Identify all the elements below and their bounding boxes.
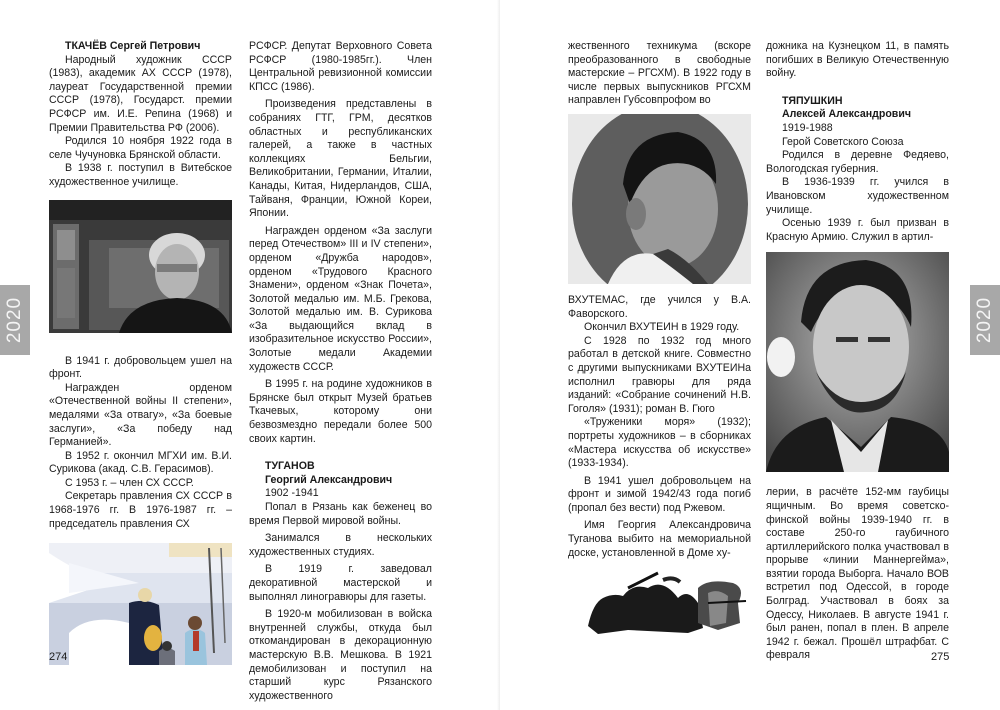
- right-column-2: [766, 40, 949, 663]
- bio-paragraph: С 1928 по 1932 год много работал в детской книге. Совместно с другими выпускниками ВХУТЕИНа исполнил гравюры для ряда изданий: «Собрание сочинений Н.В. Гоголя» (1931); роман В. Гюго: [568, 334, 751, 415]
- bio-paragraph: В 1941 ушел добровольцем на фронт и зимой 1942/43 года погиб (пропал без вести) под Ржевом.: [568, 474, 751, 514]
- bio-paragraph: Попал в Рязань как беженец во время Первой мировой войны.: [249, 501, 432, 527]
- bio-paragraph: Награжден орденом «За заслуги перед Отечеством» III и IV степени», орденом «Дружба народов», орденом «Трудового Красного Знамени», орденом «Знак Почета», Золотой медалью им. М.Б. Грекова, Золотой медалью им. В. Сурикова «За выдающийся вклад в изобразительное искусство России», Золотые медали Академии художеств СССР.: [249, 224, 432, 373]
- bio-paragraph: В 1995 г. на родине художников в Брянске был открыт Музей братьев Ткачевых, которому они безвозмездно передали более 500 своих картин.: [249, 378, 432, 445]
- year-tab-label: 2020: [4, 296, 25, 344]
- painting-winter-image: [49, 543, 232, 665]
- artist-heading-tuganov-name: Георгий Александрович: [265, 473, 393, 486]
- right-column-1: [568, 40, 751, 648]
- bio-paragraph: Окончил ВХУТЕИН в 1929 году.: [584, 321, 740, 334]
- bio-paragraph: В 1936-1939 гг. учился в Ивановском художественном училище.: [766, 176, 949, 216]
- left-column-1: [49, 40, 232, 675]
- portrait-photo-tkachev: [49, 200, 232, 333]
- bio-paragraph: РСФСР. Депутат Верховного Совета РСФСР (1980-1985гг.). Член Центральной ревизионной комиссии КПСС (1986).: [249, 40, 432, 93]
- artist-years: 1919-1988: [782, 121, 833, 134]
- bio-paragraph: ВХУТЕМАС, где учился у В.А. Фаворского.: [568, 293, 751, 320]
- year-tab-right: [970, 285, 1000, 355]
- artist-title: Герой Советского Союза: [782, 135, 904, 148]
- bio-paragraph: Занимался в нескольких художественных студиях.: [249, 532, 432, 558]
- artist-years: 1902 -1941: [265, 487, 319, 500]
- bio-paragraph: Произведения представлены в собраниях ГТГ, ГРМ, десятков областных и республиканских галерей, а также в частных коллекциях Бельгии, Великобритании, Германии, Италии, Канады, Китая, Нидерландов, США, Тайваня, Франции, Южной Кореи, Японии.: [249, 98, 432, 220]
- bio-paragraph: лерии, в расчёте 152-мм гаубицы ящичным. Во время советско-финской войны 1939-1940 гг. в составе 250-го гаубичного артиллерийского полка участвовал в прорыве «линии Маннергейма», взятии города Выборга. Начало ВОВ встретил под Одессой, в городе Болград. Участвовал в боях за Одессу, Николаев. В августе 1941 г. был ранен, попал в плен. В апреле 1942 г. бежал. Прошёл штрафбат. С февраля: [766, 486, 949, 662]
- bio-paragraph: В 1920-м мобилизован в войска внутренней службы, откуда был откомандирован в декорационную мастерскую В.В. Мешкова. В 1921 демобилизован и поступил на старший курс Рязанского художественного: [249, 608, 432, 702]
- portrait-photo-tyapushkin: [766, 252, 949, 472]
- bio-paragraph: дожника на Кузнецком 11, в память погибших в Великую Отечественную войну.: [766, 40, 949, 80]
- bio-paragraph: С 1953 г. – член СХ СССР.: [65, 476, 194, 489]
- page-number-right: 275: [931, 651, 950, 663]
- bio-paragraph: В 1919 г. заведовал декоративной мастерской и выполнял линогравюры для газеты.: [249, 563, 432, 603]
- artist-heading-tkachev: ТКАЧЁВ Сергей Петрович: [65, 40, 201, 52]
- bio-paragraph: Секретарь правления СХ СССР в 1968-1976 гг. В 1976-1987 гг. – председатель правления СХ: [49, 490, 232, 530]
- bio-paragraph: Награжден орденом «Отечественной войны II степени», медалями «За отвагу», «За боевые заслуги», «За победу над Германией».: [49, 381, 232, 449]
- bio-paragraph: В 1938 г. поступил в Витебское художественное училище.: [49, 162, 232, 188]
- page-number-left: 274: [49, 651, 68, 663]
- bio-paragraph: Осенью 1939 г. был призван в Красную Армию. Служил в артил-: [766, 217, 949, 243]
- portrait-photo-tuganov: [568, 114, 751, 284]
- bio-paragraph: жественного техникума (вскоре преобразованного в свободные мастерские – РГСХМ). В 1922 году в числе первых выпускников РГСХМ направлен Губсовпрофом во: [568, 40, 751, 107]
- bio-paragraph: Родился в деревне Федяево, Вологодская губерния.: [766, 149, 949, 175]
- year-tab-left: [0, 285, 30, 355]
- artist-heading-tyapushkin-surname: ТЯПУШКИН: [782, 94, 843, 107]
- artist-heading-tuganov-surname: ТУГАНОВ: [265, 460, 315, 473]
- bio-paragraph: В 1952 г. окончил МГХИ им. В.И. Сурикова (акад. С.В. Герасимов).: [49, 449, 232, 476]
- left-column-2: [249, 40, 432, 703]
- year-tab-label: 2020: [974, 296, 995, 344]
- artist-heading-tyapushkin-name: Алексей Александрович: [782, 108, 911, 121]
- bio-paragraph: Народный художник СССР (1983), академик АХ СССР (1978), лауреат Государственной премии СССР (1978), Государст. премии РСФСР им. И.Е. Репина (1968) и Премии Правительства РФ (2006).: [49, 53, 232, 134]
- engraving-image: [568, 568, 751, 638]
- bio-paragraph: Родился 10 ноября 1922 года в селе Чучуновка Брянской области.: [49, 135, 232, 161]
- bio-paragraph: В 1941 г. добровольцем ушел на фронт.: [49, 354, 232, 381]
- right-page: [500, 0, 1000, 710]
- bio-paragraph: Имя Георгия Александровича Туганова выбито на мемориальной доске, установленной в Доме ху-: [568, 519, 751, 559]
- bio-paragraph: «Труженики моря» (1932); портреты художников – в сборниках «Мастера искусства об искусстве» (1933-1934).: [568, 416, 751, 470]
